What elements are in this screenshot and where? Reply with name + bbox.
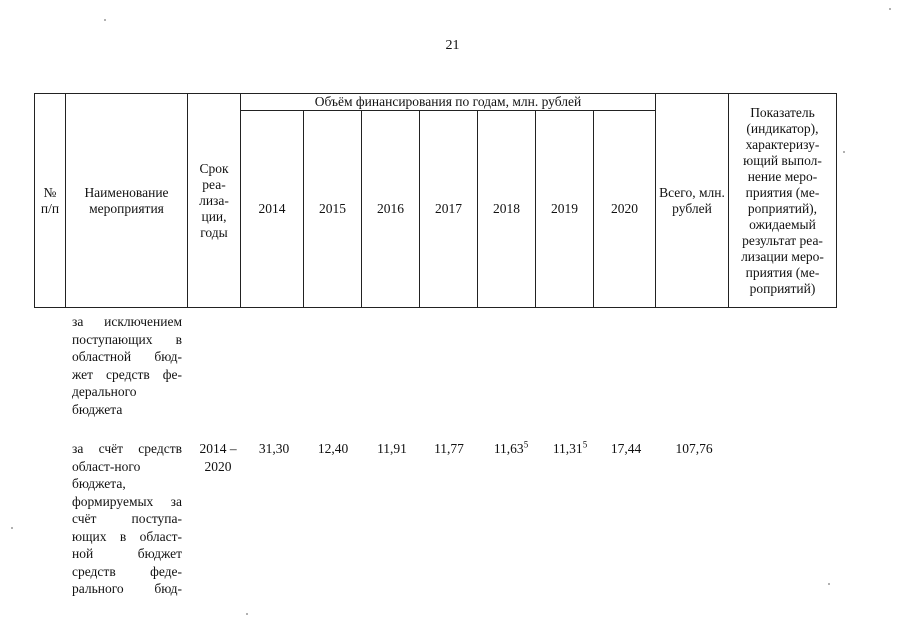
row-value-2019: 11,31$^5$ — [552, 439, 588, 456]
header-year: 2017 — [420, 111, 478, 308]
financing-table — [34, 93, 837, 308]
header-year: 2014 — [241, 111, 304, 308]
row-value-2017: 11,77 — [434, 441, 464, 456]
row-name: за счёт средств област-ного бюджета, формируемых за счёт поступа-ющих в област-ной бюджет средств феде-рального бюд- — [72, 441, 182, 596]
row-value-2015: 12,40 — [317, 441, 349, 456]
header-year: 2015 — [304, 111, 362, 308]
scan-speck — [246, 613, 248, 615]
row-value-2018: 11,63$^5$ — [493, 439, 529, 456]
row-value-2014: 31,30 — [258, 441, 290, 456]
header-year: 2018 — [478, 111, 536, 308]
scan-speck — [104, 19, 106, 21]
header-financing-group: Объём финансирования по годам, млн. рублей — [241, 94, 656, 111]
header-year: 2016 — [362, 111, 420, 308]
scan-speck — [889, 8, 891, 10]
scan-speck — [828, 583, 830, 585]
header-year: 2019 — [536, 111, 594, 308]
row-name-continuation: за исключением поступающих в областной бюд-жет средств фе-дерального бюджета — [72, 314, 182, 417]
header-year: 2020 — [594, 111, 656, 308]
table-header-row — [35, 94, 837, 111]
row-value-2020: 17,44 — [610, 441, 642, 456]
row-value-2016: 11,91 — [377, 441, 407, 456]
header-indicator: Показатель (индикатор), характеризу-ющий выпол-нение меро-приятия (ме-роприятий), ожидаемый результат реа-лизации меро-приятия (ме-роприятий) — [729, 94, 837, 308]
header-term: Срок реа-лиза-ции, годы — [188, 94, 241, 308]
scan-speck — [843, 151, 845, 153]
row-total: 107,76 — [675, 441, 713, 456]
header-total: Всего, млн. рублей — [656, 94, 729, 308]
scan-speck — [11, 527, 13, 529]
page-number: 21 — [445, 38, 460, 53]
header-number: № п/п — [35, 94, 66, 308]
header-name: Наименование мероприятия — [66, 94, 188, 308]
row-term: 2014 – 2020 — [199, 441, 237, 474]
